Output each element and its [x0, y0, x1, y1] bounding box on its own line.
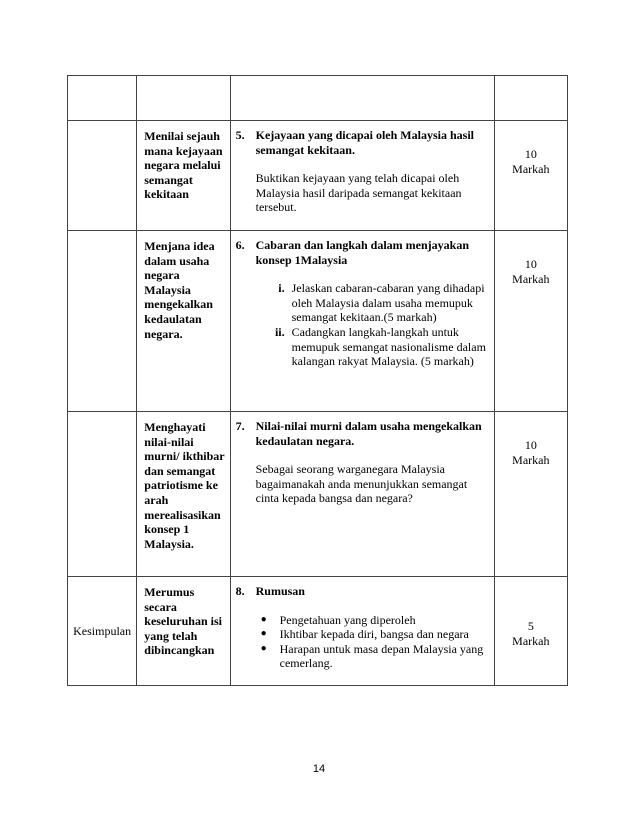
- table-row: [68, 121, 568, 231]
- mark-value: 10: [524, 257, 537, 271]
- bullet-list: [236, 613, 488, 671]
- objective-cell: [137, 76, 230, 121]
- section-cell: [68, 231, 137, 412]
- question-number: 6.: [235, 238, 245, 252]
- table-row: [68, 76, 568, 121]
- list-item-text: Harapan untuk masa depan Malaysia yang cemerlang.: [279, 641, 484, 671]
- sub-question-number: i.: [278, 281, 285, 296]
- section-cell: [68, 121, 137, 231]
- bullet-icon: ●: [260, 613, 267, 625]
- question-number: 8.: [235, 584, 245, 598]
- sub-question-number: ii.: [274, 324, 285, 339]
- mark-cell: [494, 577, 567, 686]
- objective-cell: Menjana idea dalam usaha negara Malaysia mengekalkan kedaulatan negara.: [137, 231, 230, 412]
- bullet-icon: ●: [260, 642, 267, 654]
- objective-cell: Menghayati nilai-nilai murni/ ikthibar dan semangat patriotisme ke arah merealisasikan konsep 1 Malaysia.: [137, 412, 230, 577]
- section-cell: Kesimpulan: [68, 577, 137, 686]
- mark-unit: Markah: [512, 452, 550, 467]
- mark-unit: Markah: [512, 271, 550, 286]
- objective-cell: Menilai sejauh mana kejayaan negara melalui semangat kekitaan: [137, 121, 230, 231]
- question-title: Rumusan: [255, 584, 305, 598]
- mark-cell: [494, 412, 567, 577]
- mark-value: 5: [527, 619, 534, 633]
- question-body: Sebagai seorang warganegara Malaysia bagaimanakah anda menunjukkan semangat cinta kepada bangsa dan negara?: [255, 462, 468, 506]
- mark-unit: Markah: [512, 633, 550, 648]
- table-row: [68, 231, 568, 412]
- list-item-text: Pengetahuan yang diperoleh: [279, 612, 416, 627]
- list-item: [236, 613, 488, 628]
- mark-unit: Markah: [512, 161, 550, 176]
- section-cell: [68, 76, 137, 121]
- question-body: Buktikan kejayaan yang telah dicapai oleh Malaysia hasil daripada semangat kekitaan tersebut.: [255, 171, 462, 215]
- sub-question-text: Cadangkan langkah-langkah untuk memupuk semangat nasionalisme dalam kalangan rakyat Malaysia. (5 markah): [291, 324, 486, 369]
- question-title: Kejayaan yang dicapai oleh Malaysia hasil semangat kekitaan.: [255, 128, 474, 157]
- mark-value: 10: [524, 438, 537, 452]
- sub-question-list: [236, 281, 488, 369]
- question-cell: [230, 231, 494, 412]
- bullet-icon: ●: [260, 628, 267, 640]
- sub-question: [236, 281, 488, 325]
- mark-cell: [494, 76, 567, 121]
- question-cell: [230, 577, 494, 686]
- question-title: Nilai-nilai murni dalam usaha mengekalkan kedaulatan negara.: [255, 419, 482, 448]
- table-row: [68, 412, 568, 577]
- mark-cell: [494, 231, 567, 412]
- marking-scheme-table: [67, 75, 568, 686]
- list-item-text: Ikhtibar kepada diri, bangsa dan negara: [279, 627, 469, 642]
- question-number: 5.: [235, 128, 245, 142]
- sub-question-text: Jelaskan cabaran-cabaran yang dihadapi oleh Malaysia dalam usaha memupuk semangat kekitaan.(5 markah): [291, 281, 485, 325]
- list-item: [236, 627, 488, 642]
- sub-question: [236, 325, 488, 369]
- question-cell: [230, 412, 494, 577]
- question-cell: [230, 76, 494, 121]
- page-number: 14: [312, 763, 326, 775]
- table-row: [68, 577, 568, 686]
- section-cell: [68, 412, 137, 577]
- question-title: Cabaran dan langkah dalam menjayakan konsep 1Malaysia: [255, 238, 470, 267]
- question-cell: [230, 121, 494, 231]
- mark-value: 10: [524, 147, 537, 161]
- list-item: [236, 642, 488, 671]
- objective-cell: Merumus secara keseluruhan isi yang telah dibincangkan: [137, 577, 230, 686]
- question-number: 7.: [235, 419, 245, 433]
- mark-cell: [494, 121, 567, 231]
